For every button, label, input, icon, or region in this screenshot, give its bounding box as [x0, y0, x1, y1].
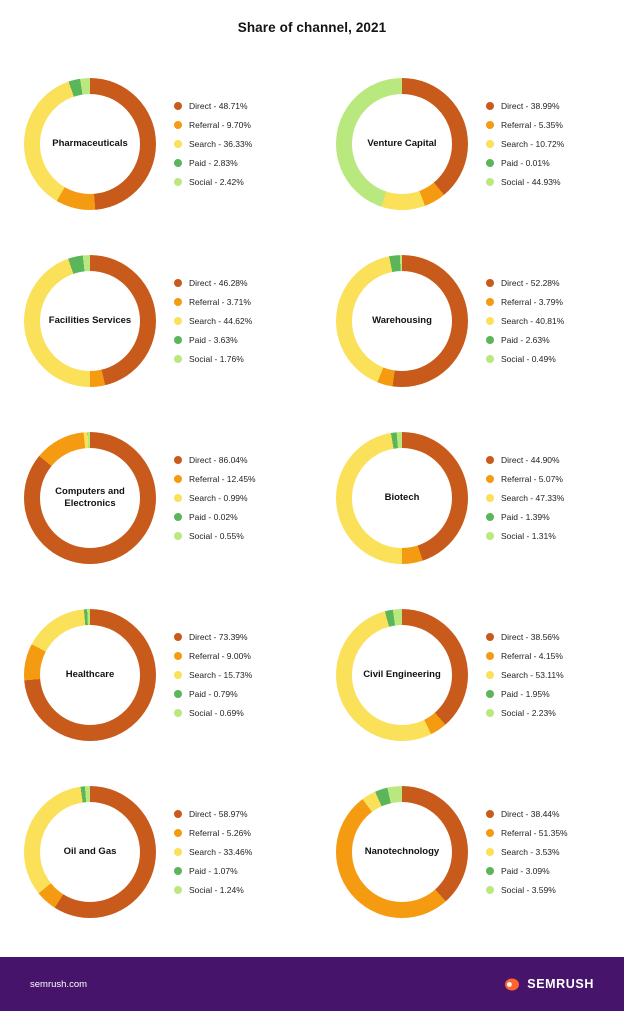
- charts-grid: [0, 55, 624, 940]
- legend-swatch-paid: [486, 690, 494, 698]
- legend-label: Direct - 58.97%: [189, 808, 248, 819]
- donut-center: [352, 625, 452, 725]
- legend-item: [486, 670, 564, 680]
- legend-item: [486, 632, 564, 642]
- legend-item: [486, 297, 564, 307]
- legend-swatch-social: [486, 355, 494, 363]
- legend-swatch-direct: [486, 456, 494, 464]
- legend-swatch-paid: [486, 336, 494, 344]
- brand-logo: [503, 977, 594, 991]
- legend-swatch-referral: [486, 121, 494, 129]
- donut-center: [352, 802, 452, 902]
- donut-center: [40, 802, 140, 902]
- legend-item: [174, 354, 252, 364]
- legend-item: [174, 139, 252, 149]
- legend-item: [486, 101, 564, 111]
- legend-swatch-paid: [174, 159, 182, 167]
- donut-title: Warehousing: [372, 314, 432, 326]
- legend-label: Referral - 3.79%: [501, 296, 563, 307]
- donut-chart: [336, 786, 468, 918]
- legend-label: Paid - 2.83%: [189, 157, 238, 168]
- legend-swatch-search: [174, 671, 182, 679]
- legend-label: Referral - 51.35%: [501, 827, 568, 838]
- legend-label: Referral - 9.70%: [189, 119, 251, 130]
- donut-center: [352, 271, 452, 371]
- legend-swatch-paid: [486, 513, 494, 521]
- legend-label: Search - 53.11%: [501, 669, 564, 680]
- legend-label: Direct - 46.28%: [189, 277, 248, 288]
- legend-item: [486, 139, 564, 149]
- footer-url: semrush.com: [30, 978, 88, 990]
- donut-title: Facilities Services: [48, 314, 132, 326]
- legend-swatch-referral: [486, 829, 494, 837]
- legend-swatch-search: [174, 494, 182, 502]
- donut-title: Pharmaceuticals: [52, 137, 128, 149]
- legend-item: [174, 278, 252, 288]
- chart-cell: [312, 586, 624, 763]
- chart-cell: [312, 763, 624, 940]
- legend-item: [486, 708, 564, 718]
- legend-label: Search - 40.81%: [501, 315, 565, 326]
- legend-item: [174, 828, 252, 838]
- brand-name: SEMRUSH: [527, 977, 594, 991]
- chart-legend: [174, 101, 252, 187]
- legend-item: [486, 316, 564, 326]
- legend-label: Paid - 1.95%: [501, 688, 550, 699]
- legend-item: [486, 177, 564, 187]
- donut-chart: [336, 432, 468, 564]
- donut-chart: [24, 432, 156, 564]
- chart-legend: [174, 278, 252, 364]
- donut-center: [40, 271, 140, 371]
- legend-label: Direct - 38.56%: [501, 631, 560, 642]
- legend-swatch-direct: [174, 810, 182, 818]
- legend-swatch-paid: [486, 159, 494, 167]
- legend-swatch-direct: [486, 102, 494, 110]
- legend-swatch-social: [174, 709, 182, 717]
- chart-cell: [0, 55, 312, 232]
- legend-item: [486, 354, 564, 364]
- donut-chart: [336, 609, 468, 741]
- legend-label: Social - 1.31%: [501, 530, 556, 541]
- donut-center: [40, 448, 140, 548]
- chart-legend: [174, 632, 252, 718]
- legend-item: [174, 670, 252, 680]
- chart-cell: [312, 55, 624, 232]
- legend-swatch-search: [174, 317, 182, 325]
- legend-swatch-paid: [174, 690, 182, 698]
- legend-item: [174, 866, 252, 876]
- legend-item: [174, 316, 252, 326]
- legend-swatch-social: [486, 532, 494, 540]
- legend-swatch-search: [486, 671, 494, 679]
- legend-label: Referral - 5.26%: [189, 827, 251, 838]
- legend-label: Paid - 1.07%: [189, 865, 238, 876]
- legend-item: [174, 531, 256, 541]
- legend-label: Search - 44.62%: [189, 315, 253, 326]
- chart-cell: [312, 409, 624, 586]
- legend-label: Search - 33.46%: [189, 846, 253, 857]
- legend-item: [174, 158, 252, 168]
- legend-label: Referral - 3.71%: [189, 296, 251, 307]
- legend-item: [486, 335, 564, 345]
- legend-swatch-direct: [486, 279, 494, 287]
- legend-item: [174, 493, 256, 503]
- legend-label: Social - 0.69%: [189, 707, 244, 718]
- chart-legend: [174, 455, 256, 541]
- semrush-mark-icon: [503, 978, 520, 991]
- legend-item: [174, 297, 252, 307]
- chart-legend: [486, 809, 568, 895]
- legend-swatch-referral: [486, 652, 494, 660]
- legend-item: [486, 809, 568, 819]
- legend-label: Direct - 86.04%: [189, 454, 248, 465]
- legend-label: Direct - 52.28%: [501, 277, 560, 288]
- legend-label: Social - 1.76%: [189, 353, 244, 364]
- legend-swatch-social: [174, 886, 182, 894]
- donut-chart: [24, 78, 156, 210]
- legend-swatch-social: [486, 886, 494, 894]
- legend-swatch-social: [174, 178, 182, 186]
- legend-label: Search - 3.53%: [501, 846, 560, 857]
- legend-item: [174, 474, 256, 484]
- chart-legend: [174, 809, 252, 895]
- chart-legend: [486, 101, 564, 187]
- legend-swatch-referral: [486, 475, 494, 483]
- donut-title: Biotech: [384, 491, 420, 503]
- legend-item: [486, 120, 564, 130]
- legend-swatch-paid: [486, 867, 494, 875]
- legend-swatch-search: [486, 317, 494, 325]
- legend-label: Direct - 73.39%: [189, 631, 248, 642]
- legend-swatch-direct: [174, 102, 182, 110]
- legend-swatch-search: [486, 140, 494, 148]
- legend-label: Search - 0.99%: [189, 492, 248, 503]
- legend-swatch-direct: [174, 456, 182, 464]
- legend-label: Direct - 44.90%: [501, 454, 560, 465]
- donut-center: [352, 94, 452, 194]
- legend-swatch-direct: [486, 633, 494, 641]
- donut-title: Computers and Electronics: [55, 485, 125, 509]
- legend-swatch-referral: [174, 829, 182, 837]
- legend-swatch-paid: [174, 867, 182, 875]
- legend-swatch-referral: [174, 298, 182, 306]
- chart-legend: [486, 278, 564, 364]
- chart-cell: [0, 763, 312, 940]
- page-title: Share of channel, 2021: [237, 20, 387, 35]
- legend-swatch-social: [174, 532, 182, 540]
- legend-item: [486, 847, 568, 857]
- legend-label: Search - 10.72%: [501, 138, 565, 149]
- legend-item: [174, 809, 252, 819]
- donut-center: [40, 94, 140, 194]
- legend-label: Referral - 5.35%: [501, 119, 563, 130]
- legend-swatch-search: [486, 494, 494, 502]
- legend-item: [486, 278, 564, 288]
- legend-item: [486, 828, 568, 838]
- donut-title: Healthcare: [65, 668, 115, 680]
- legend-label: Referral - 4.15%: [501, 650, 563, 661]
- chart-cell: [312, 232, 624, 409]
- legend-swatch-search: [174, 848, 182, 856]
- donut-chart: [336, 255, 468, 387]
- legend-swatch-direct: [174, 633, 182, 641]
- legend-item: [174, 335, 252, 345]
- chart-legend: [486, 455, 564, 541]
- legend-swatch-referral: [174, 652, 182, 660]
- legend-item: [174, 632, 252, 642]
- legend-swatch-direct: [486, 810, 494, 818]
- donut-chart: [24, 255, 156, 387]
- legend-swatch-search: [486, 848, 494, 856]
- legend-label: Social - 44.93%: [501, 176, 561, 187]
- legend-label: Direct - 38.99%: [501, 100, 560, 111]
- legend-swatch-referral: [174, 475, 182, 483]
- legend-label: Direct - 48.71%: [189, 100, 248, 111]
- legend-label: Referral - 5.07%: [501, 473, 563, 484]
- legend-label: Social - 0.49%: [501, 353, 556, 364]
- footer-bar: [0, 957, 624, 1011]
- legend-item: [486, 885, 568, 895]
- chart-cell: [0, 232, 312, 409]
- legend-item: [174, 512, 256, 522]
- legend-swatch-paid: [174, 513, 182, 521]
- donut-chart: [24, 609, 156, 741]
- legend-label: Social - 2.42%: [189, 176, 244, 187]
- legend-item: [174, 885, 252, 895]
- legend-item: [486, 512, 564, 522]
- legend-item: [486, 455, 564, 465]
- legend-item: [174, 708, 252, 718]
- chart-cell: [0, 409, 312, 586]
- donut-title: Venture Capital: [367, 137, 437, 149]
- legend-item: [486, 531, 564, 541]
- donut-chart: [336, 78, 468, 210]
- legend-swatch-referral: [174, 121, 182, 129]
- legend-swatch-direct: [174, 279, 182, 287]
- legend-item: [486, 689, 564, 699]
- donut-center: [352, 448, 452, 548]
- legend-item: [174, 689, 252, 699]
- legend-swatch-social: [174, 355, 182, 363]
- legend-label: Paid - 0.01%: [501, 157, 550, 168]
- donut-chart: [24, 786, 156, 918]
- legend-label: Search - 47.33%: [501, 492, 565, 503]
- legend-label: Search - 36.33%: [189, 138, 253, 149]
- chart-legend: [486, 632, 564, 718]
- legend-item: [174, 120, 252, 130]
- legend-item: [486, 866, 568, 876]
- legend-item: [486, 651, 564, 661]
- legend-swatch-paid: [174, 336, 182, 344]
- legend-swatch-referral: [486, 298, 494, 306]
- legend-swatch-social: [486, 178, 494, 186]
- legend-label: Paid - 3.09%: [501, 865, 550, 876]
- legend-item: [174, 101, 252, 111]
- legend-label: Paid - 3.63%: [189, 334, 238, 345]
- legend-label: Social - 2.23%: [501, 707, 556, 718]
- legend-item: [486, 474, 564, 484]
- legend-item: [174, 651, 252, 661]
- legend-label: Paid - 0.79%: [189, 688, 238, 699]
- legend-label: Social - 3.59%: [501, 884, 556, 895]
- legend-label: Social - 0.55%: [189, 530, 244, 541]
- legend-label: Paid - 0.02%: [189, 511, 238, 522]
- legend-item: [174, 455, 256, 465]
- legend-label: Search - 15.73%: [189, 669, 253, 680]
- legend-label: Paid - 1.39%: [501, 511, 550, 522]
- donut-title: Civil Engineering: [363, 668, 441, 680]
- legend-label: Direct - 38.44%: [501, 808, 560, 819]
- legend-swatch-social: [486, 709, 494, 717]
- legend-item: [174, 847, 252, 857]
- donut-title: Nanotechnology: [364, 845, 440, 857]
- legend-item: [486, 158, 564, 168]
- legend-label: Referral - 12.45%: [189, 473, 256, 484]
- legend-label: Social - 1.24%: [189, 884, 244, 895]
- legend-label: Referral - 9.00%: [189, 650, 251, 661]
- legend-item: [486, 493, 564, 503]
- donut-title: Oil and Gas: [63, 845, 117, 857]
- legend-swatch-search: [174, 140, 182, 148]
- legend-label: Paid - 2.63%: [501, 334, 550, 345]
- chart-cell: [0, 586, 312, 763]
- legend-item: [174, 177, 252, 187]
- donut-center: [40, 625, 140, 725]
